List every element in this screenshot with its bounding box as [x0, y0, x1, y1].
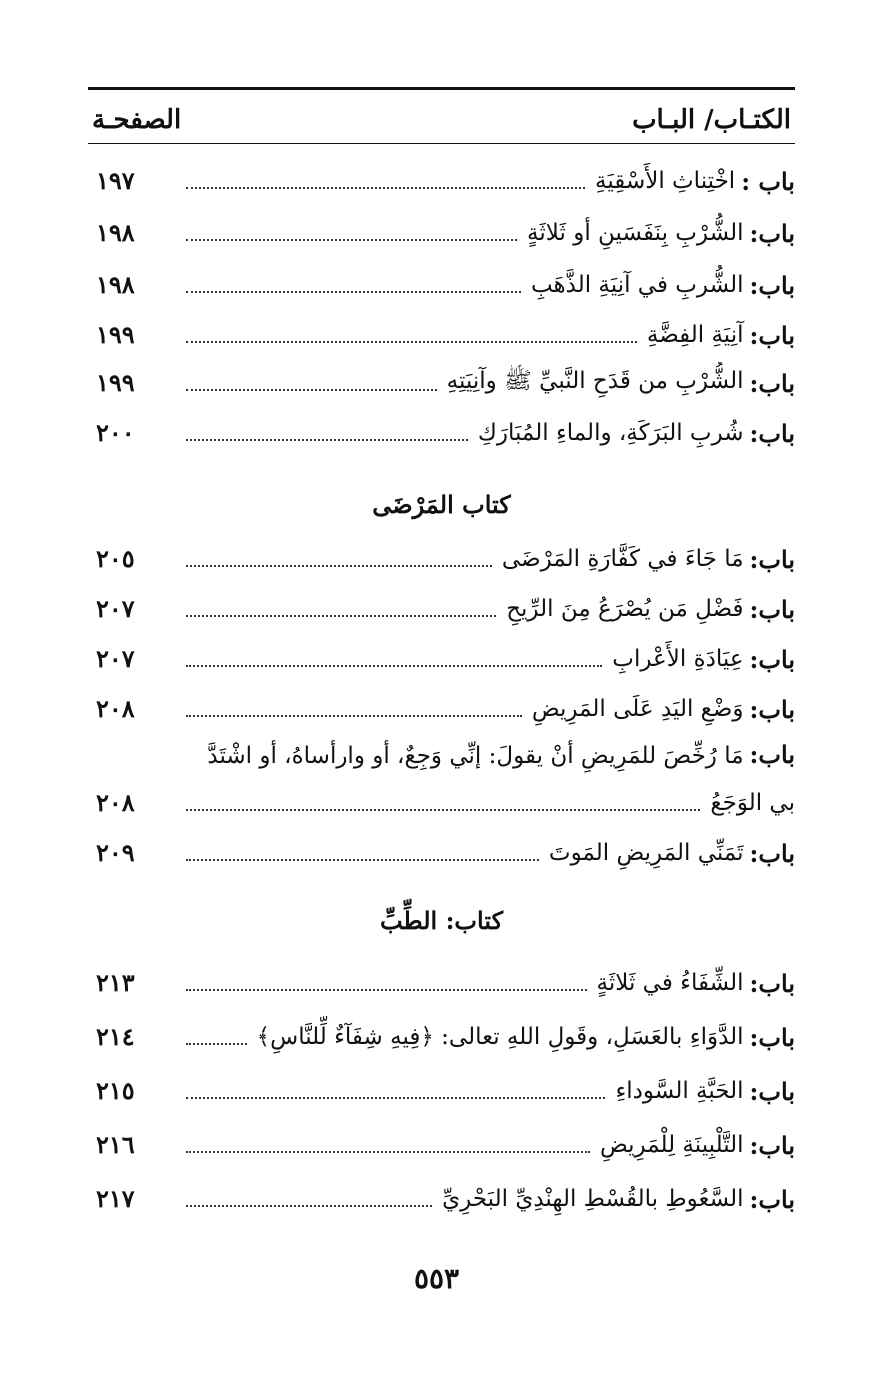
dot-leader — [186, 809, 700, 811]
section-heading: كتاب: الطِّبِّ — [379, 906, 504, 935]
entry-prefix: باب: — [749, 694, 795, 724]
toc-entry[interactable] — [88, 1070, 795, 1112]
page-number: ٢٠٨ — [96, 694, 135, 723]
toc-entry-first-line[interactable] — [88, 740, 795, 780]
dot-leader — [186, 1097, 605, 1099]
dot-leader — [186, 1205, 432, 1207]
toc-entry[interactable] — [88, 160, 795, 202]
entry-prefix: باب: — [749, 968, 795, 998]
entry-prefix: باب: — [749, 1130, 795, 1160]
page-number: ٢١٥ — [96, 1076, 135, 1105]
page-number: ١٩٧ — [96, 166, 135, 195]
entry-title: التَّلْبِينَةِ لِلْمَرِيضِ — [599, 1132, 744, 1158]
entry-title: الشُّرْبِ بِنَفَسَينِ أو ثَلاثَةٍ — [527, 220, 744, 246]
entry-title-continued: بي الوَجَعُ — [710, 790, 795, 816]
page-number: ١٩٩ — [96, 368, 135, 397]
page-number: ٢١٦ — [96, 1130, 135, 1159]
entry-prefix: باب: — [749, 1184, 795, 1214]
dot-leader — [186, 1043, 247, 1045]
toc-entry[interactable] — [88, 264, 795, 306]
entry-title: وَضْعِ اليَدِ عَلَى المَرِيضِ — [531, 696, 744, 722]
dot-leader — [186, 615, 496, 617]
toc-entry[interactable] — [88, 538, 795, 580]
toc-entry[interactable] — [88, 638, 795, 680]
dot-leader — [186, 291, 521, 293]
page-number: ٢٠٩ — [96, 838, 135, 867]
page-number: ٢٠٠ — [96, 418, 135, 447]
entry-title: مَا رُخِّصَ للمَرِيضِ أَنْ يقولَ: إنِّي وَجِعٌ، أو وارأساهُ، أو اشْتَدَّ — [207, 743, 744, 769]
page-number: ١٩٨ — [96, 218, 135, 247]
entry-title: السَّعُوطِ بالقُسْطِ الهِنْدِيِّ البَحْرِيِّ — [442, 1186, 744, 1212]
entry-prefix: باب: — [749, 544, 795, 574]
entry-prefix: باب: — [749, 740, 795, 769]
entry-title: فَضْلِ مَن يُصْرَعُ مِنَ الرِّيحِ — [506, 596, 744, 622]
entry-prefix: باب: — [749, 320, 795, 350]
page-number: ٢٠٥ — [96, 544, 135, 573]
entry-prefix: باب: — [749, 644, 795, 674]
dot-leader — [186, 239, 517, 241]
entry-prefix: باب : — [741, 166, 795, 196]
dot-leader — [186, 439, 468, 441]
entry-prefix: باب: — [749, 418, 795, 448]
toc-entry[interactable] — [88, 412, 795, 454]
dot-leader — [186, 187, 585, 189]
entry-title: آنِيَةِ الفِضَّةِ — [646, 322, 744, 348]
dot-leader — [186, 989, 587, 991]
top-rule — [88, 87, 795, 90]
page-number: ١٩٩ — [96, 320, 135, 349]
entry-prefix: باب: — [749, 368, 795, 398]
entry-prefix: باب: — [749, 838, 795, 868]
toc-entry[interactable] — [88, 588, 795, 630]
toc-entry[interactable] — [88, 962, 795, 1004]
page-number: ١٩٨ — [96, 270, 135, 299]
header-chapter-label: الكتـاب/ البـاب — [632, 105, 791, 135]
page-number: ٢٠٧ — [96, 644, 135, 673]
toc-entry[interactable] — [88, 212, 795, 254]
entry-title: الدَّوَاءِ بالعَسَلِ، وقَولِ اللهِ تعالى: ﴿فِيهِ شِفَآءٌ لِّلنَّاسِ﴾ — [256, 1024, 744, 1050]
dot-leader — [186, 715, 522, 717]
dot-leader — [186, 1151, 590, 1153]
page-number: ٢١٤ — [96, 1022, 135, 1051]
toc-entry[interactable] — [88, 362, 795, 404]
entry-title: الشُّرْبِ من قَدَحِ النَّبيِّ ﷺ وآنِيَتِهِ — [446, 368, 744, 394]
entry-title: مَا جَاءَ في كَفَّارَةِ المَرْضَى — [501, 546, 744, 572]
entry-prefix: باب: — [749, 1022, 795, 1052]
toc-entry[interactable] — [88, 1016, 795, 1058]
dot-leader — [186, 859, 539, 861]
toc-entry[interactable] — [88, 832, 795, 874]
toc-entry[interactable] — [88, 1178, 795, 1220]
page-number: ٢١٧ — [96, 1184, 135, 1213]
entry-title: اخْتِناثِ الأَسْقِيَةِ — [595, 168, 736, 194]
page-footer-number: ٥٥٣ — [413, 1262, 460, 1295]
entry-prefix: باب: — [749, 1076, 795, 1106]
header-page-label: الصفحـة — [92, 105, 182, 135]
toc-entry[interactable] — [88, 314, 795, 356]
section-heading: كتاب المَرْضَى — [372, 490, 511, 519]
entry-title: عِيَادَةِ الأَعْرابِ — [612, 646, 744, 672]
page-number: ٢٠٨ — [96, 788, 135, 817]
entry-prefix: باب: — [749, 270, 795, 300]
dot-leader — [186, 665, 602, 667]
header-rule — [88, 143, 795, 144]
entry-prefix: باب: — [749, 594, 795, 624]
entry-title: الشِّفَاءُ في ثَلاثَةٍ — [596, 970, 744, 996]
toc-entry[interactable] — [88, 782, 795, 824]
toc-entry[interactable] — [88, 1124, 795, 1166]
page-number: ٢٠٧ — [96, 594, 135, 623]
entry-title: شُربِ البَرَكَةِ، والماءِ المُبَارَكِ — [477, 420, 744, 446]
dot-leader — [186, 341, 637, 343]
entry-title: تَمَنِّي المَرِيضِ المَوتَ — [548, 840, 744, 866]
entry-prefix: باب: — [749, 218, 795, 248]
entry-title: الحَبَّةِ السَّوداءِ — [615, 1078, 744, 1104]
toc-entry[interactable] — [88, 688, 795, 730]
dot-leader — [186, 565, 492, 567]
page-number: ٢١٣ — [96, 968, 135, 997]
dot-leader — [186, 389, 437, 391]
entry-title: الشُّربِ في آنِيَةِ الذَّهَبِ — [530, 272, 744, 298]
